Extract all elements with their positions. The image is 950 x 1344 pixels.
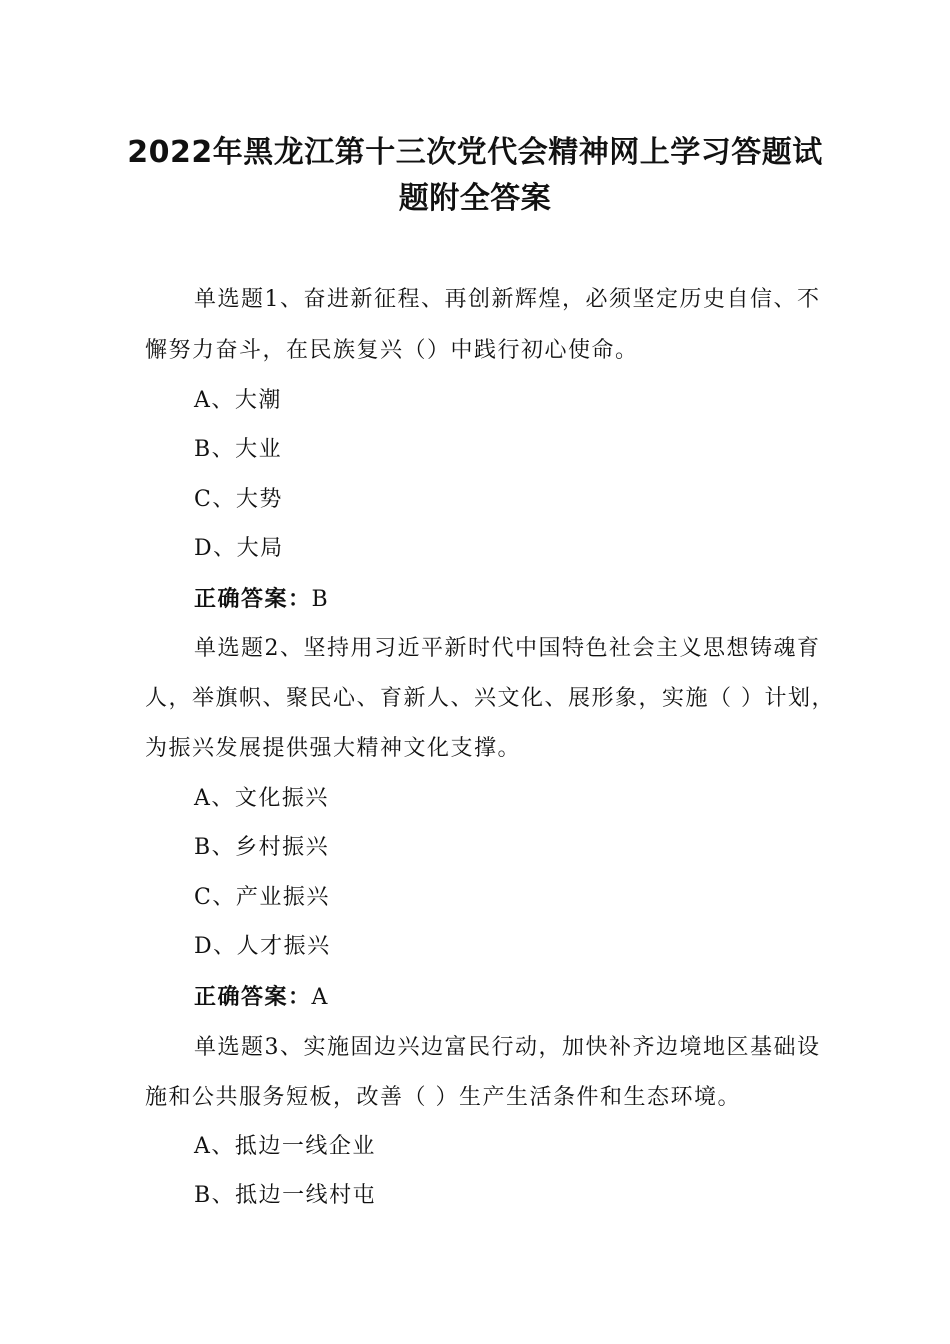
answer-label: 正确答案： xyxy=(194,985,312,1010)
title-line-1: 2022年黑龙江第十三次党代会精神网上学习答题试 xyxy=(127,135,823,170)
question-3-option-b: B、抵边一线村屯 xyxy=(194,1183,377,1208)
question-2-option-c: C、产业振兴 xyxy=(194,885,330,910)
question-2-option-d: D、人才振兴 xyxy=(194,934,331,959)
question-1-option-c: C、大势 xyxy=(194,487,283,512)
question-1-stem-line-2: 懈努力奋斗，在民族复兴（）中践行初心使命。 xyxy=(145,338,639,363)
question-2-option-b: B、乡村振兴 xyxy=(194,835,330,860)
answer-value: B xyxy=(311,587,330,612)
question-1-option-d: D、大局 xyxy=(194,536,284,561)
question-2-answer xyxy=(194,983,329,1013)
question-2-stem-line-2: 人，举旗帜、聚民心、育新人、兴文化、展形象，实施（ ）计划， xyxy=(145,686,835,711)
question-3-stem-line-1: 单选题3、实施固边兴边富民行动，加快补齐边境地区基础设 xyxy=(194,1035,821,1060)
document-title xyxy=(120,130,830,222)
question-1-option-b: B、大业 xyxy=(194,437,283,462)
question-2-stem-line-1: 单选题2、坚持用习近平新时代中国特色社会主义思想铸魂育 xyxy=(194,636,821,661)
question-3-option-a: A、抵边一线企业 xyxy=(194,1134,376,1159)
question-1-answer xyxy=(194,585,329,615)
answer-label: 正确答案： xyxy=(194,587,312,612)
question-1-stem-line-1: 单选题1、奋进新征程、再创新辉煌，必须坚定历史自信、不 xyxy=(194,287,821,312)
title-line-2: 题附全答案 xyxy=(398,181,552,216)
answer-value: A xyxy=(311,985,329,1010)
question-3-stem-line-2: 施和公共服务短板，改善（ ）生产生活条件和生态环境。 xyxy=(145,1085,741,1110)
question-2-option-a: A、文化振兴 xyxy=(194,786,329,811)
question-1-option-a: A、大潮 xyxy=(194,388,282,413)
question-2-stem-line-3: 为振兴发展提供强大精神文化支撑。 xyxy=(145,736,522,761)
